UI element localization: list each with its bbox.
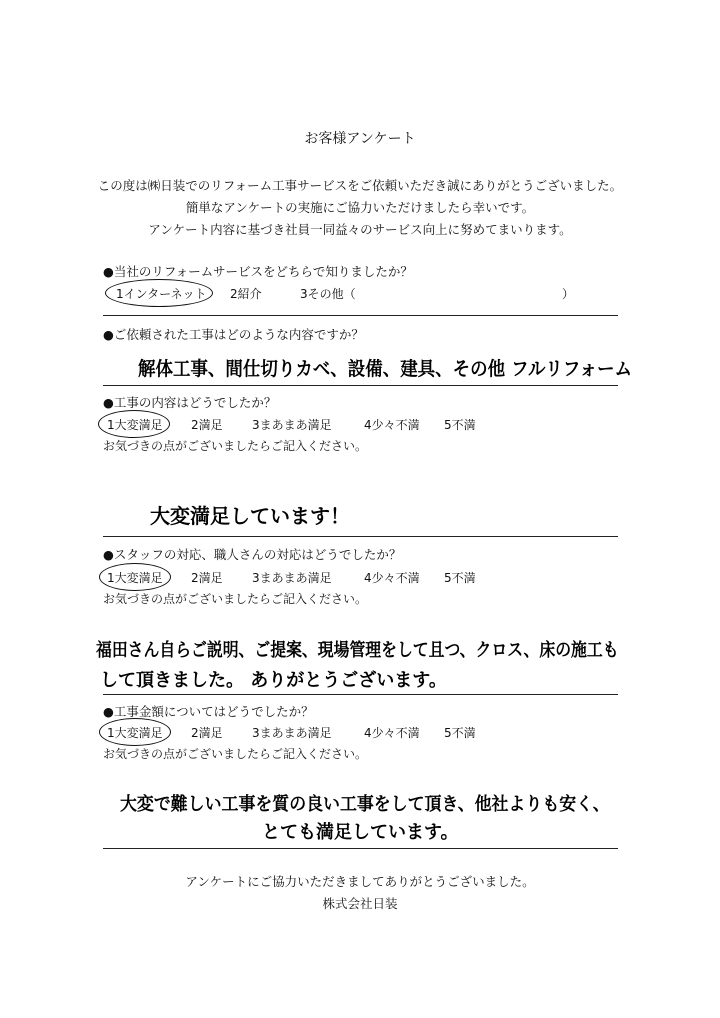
q5-handwritten-comment-line-2: とても満足しています。 xyxy=(262,822,459,843)
q4-option-3[interactable]: 3まあまあ満足 xyxy=(252,571,332,585)
q5-selected-circle xyxy=(99,718,171,746)
q1-option-2[interactable]: 2紹介 xyxy=(230,287,262,301)
q4-option-5[interactable]: 5不満 xyxy=(444,571,476,585)
q3-option-3[interactable]: 3まあまあ満足 xyxy=(252,418,332,432)
q4-option-2[interactable]: 2満足 xyxy=(191,571,223,585)
q2-question: ●ご依頼された工事はどのような内容ですか？ xyxy=(103,327,364,342)
footer-thanks: アンケートにご協力いただきましてありがとうございました。 xyxy=(185,874,535,889)
q5-handwritten-comment-line-1: 大変で難しい工事を質の良い工事をして頂き、他社よりも安く、 xyxy=(120,794,610,815)
q3-option-2[interactable]: 2満足 xyxy=(191,418,223,432)
q4-selected-circle xyxy=(99,563,171,591)
intro-line-2: 簡単なアンケートの実施にご協力いただけましたら幸いです。 xyxy=(185,200,535,215)
q4-question: ●スタッフの対応、職人さんの対応はどうでしたか？ xyxy=(103,547,402,562)
q5-option-1[interactable]: 1大変満足 xyxy=(107,726,163,740)
q3-option-1[interactable]: 1大変満足 xyxy=(107,418,163,432)
page-title: お客様アンケート xyxy=(304,131,416,147)
q2-handwritten-answer: 解体工事、間仕切りカベ、設備、建具、その他 フルリフォーム xyxy=(138,358,632,380)
q4-handwritten-comment-line-2: して頂きました。 ありがとうございます。 xyxy=(100,670,447,691)
q5-divider xyxy=(103,848,618,849)
q5-note: お気づきの点がございましたらご記入ください。 xyxy=(103,747,368,761)
q5-option-5[interactable]: 5不満 xyxy=(444,726,476,740)
q3-option-4[interactable]: 4少々不満 xyxy=(364,418,420,432)
q4-option-4[interactable]: 4少々不満 xyxy=(364,571,420,585)
q1-option-3[interactable]: 3その他（ xyxy=(300,287,356,301)
q5-option-2[interactable]: 2満足 xyxy=(191,726,223,740)
q3-selected-circle xyxy=(98,410,170,438)
q1-selected-circle xyxy=(105,279,213,307)
q4-divider xyxy=(103,694,618,695)
intro-line-3: アンケート内容に基づき社員一同益々のサービス向上に努めてまいります。 xyxy=(148,222,572,237)
q3-note: お気づきの点がございましたらご記入ください。 xyxy=(103,439,368,453)
q4-note: お気づきの点がございましたらご記入ください。 xyxy=(103,592,368,606)
q1-option-3-close: ） xyxy=(562,287,575,301)
q1-question: ●当社のリフォームサービスをどちらで知りましたか？ xyxy=(103,264,413,279)
q4-handwritten-comment-line-1: 福田さん自らご説明、ご提案、現場管理をして且つ、クロス、床の施工も xyxy=(96,640,619,661)
q1-option-1[interactable]: 1インターネット xyxy=(116,287,207,301)
intro-line-1: この度は㈱日装でのリフォーム工事サービスをご依頼いただき誠にありがとうございました。 xyxy=(97,178,623,193)
footer-company: 株式会社日装 xyxy=(322,896,398,911)
q1-divider xyxy=(103,315,618,316)
q5-question: ●工事金額についてはどうでしたか？ xyxy=(103,704,314,719)
q5-option-4[interactable]: 4少々不満 xyxy=(364,726,420,740)
q3-option-5[interactable]: 5不満 xyxy=(444,418,476,432)
q2-divider xyxy=(103,385,618,386)
q5-option-3[interactable]: 3まあまあ満足 xyxy=(252,726,332,740)
q3-handwritten-comment: 大変満足しています！ xyxy=(150,504,350,528)
q3-divider xyxy=(103,536,618,537)
q3-question: ●工事の内容はどうでしたか？ xyxy=(103,395,277,410)
q4-option-1[interactable]: 1大変満足 xyxy=(107,571,163,585)
